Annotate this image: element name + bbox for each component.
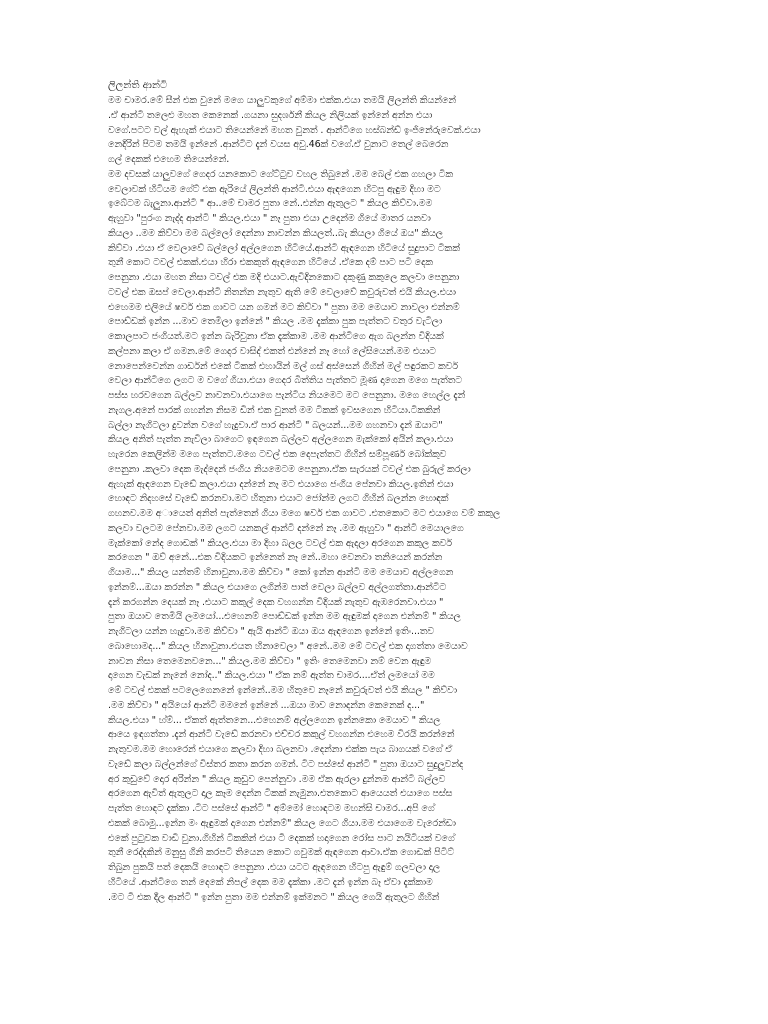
text-line: පුතා ඔයාව තෙමියි ලමයෝ...එහෙනම් පොඩ්ඩක් ඉන්න මම ඇඳුමක් දාගෙන එන්නම් " කියල <box>108 611 461 623</box>
text-line: එහෙමම එලියේ ෂවර් එක ගාවට යන ගමන් මට කිව්වා " පුතා මම මෙයාව නාවලා එන්නම් <box>108 301 460 313</box>
text-line: ඇහුවා "පුරංග නැද්ද ආන්ටි " කියල.එයා " නෑ පුතා එයා උදෙන්ම ගියේ මාතර යනවා <box>108 213 431 224</box>
text-line: නොපෙන්වෙන්න ගාර්ඩන් එකේ ටිකක් එහායින් මල් ගස් අස්සෙන් ගිහින් මල් පඳුරකට කවර් <box>108 360 459 372</box>
text-line: හොඳට නිදහසේ වැඩේ කරනවා.මට හිතුනා එයාට ජෝන්ම ලගට ගිහින් බලන්න හොඳක් <box>108 493 449 505</box>
text-line: මම චාමර.මේ සීන් එක වුනේ මගෙ යාලුවකුගේ අම්මා එක්ක.එයා තමයි ලිලන්ති කියන්නේ <box>108 95 457 106</box>
text-line: හැරෙන කෙලින්ම මගෙ පැත්තට.මගෙ ටවල් එක දෙපැත්තට ගිහින් සම්පූර්ණ බෝක්කුව <box>108 449 447 460</box>
text-line: මැක්කෝ නේද ගොඩක් " කියල.එයා මා දිහා බලල ටවල් එක ඇදලා අරගෙන කකුල කවර් <box>108 537 452 549</box>
document-body <box>108 78 664 905</box>
text-line: පස්ස හරවගෙන බල්ලව නාවනවා.එයාගෙ පැන්ටිය නියමෙට මට පෙනුනා. මගෙ හෙල්ල දැන් <box>108 390 466 401</box>
text-line: .මට ටී එක දීල ආන්ටි " ඉන්න පුතා මම එන්නම් ඉක්මනට " කියල ගෙයි ඇතුලට ගිහින් <box>108 891 440 903</box>
text-line: පෙනුනා .එයා මහත නිසා ටවල් එක මදි එයාට.ඇවිදිනකොට දකුණු කකුලෙ කලවා පෙනුනා <box>108 272 460 283</box>
text-line: මේ ටවල් එකක් පටලෙගෙනනේ ඉන්නේ..මම හිතුවෙ නෑනේ කවුරුවත් එයි කියල " කිව්වා <box>108 685 457 696</box>
text-line: කොලපාට ජංගියත්.මට ඉන්න බැරිවුනා ඒක දැක්කාම .මම ආන්ටිගෙ ඇග බලන්න විදියක් <box>108 331 444 342</box>
text-line: ගල් දෙකක් එහෙම තියෙන්නේ. <box>108 154 230 165</box>
text-line: වගේ.පටට වල් ඇහැක් එයාට තියෙන්නේ මහත වුනත් . ආන්ටිගෙ හස්බන්ඩ් ඉංජිනේරුවෙක්.එයා <box>108 124 481 136</box>
text-line: වෙලාවක් හිටියම ගේට් එක ඇරියේ ලිලන්ති ආන්ටි.එයා ඇඳගෙන හිටපු ඇඳුම දිහා මට <box>108 183 441 195</box>
story-text <box>108 94 664 905</box>
text-line: අරගෙන ඇවිත් ඇතුලට දාල කෑම දෙන්න ටිකක් නැමුනා.එතකොට ආයෙයත් එයාගෙ පස්ස <box>108 788 453 800</box>
text-line: දැන් කරගන්න දෙයක් නෑ .එයාට කකුල් දෙක වහගන්න විදියක් නැතුව ඇඹරෙනවා.එයා " <box>108 596 444 608</box>
text-line: ගියාම..." කියල යන්තම් හිනාවුනා.මම කිව්වා " කෝ ඉන්න ආන්ටි මම මෙයාව අල්ලගෙන <box>108 567 454 578</box>
text-line: .ඒ ආන්ටි තලෙළු මහත කෙනෙක් .ගයනා සුදර්ශනී කියල නිලියක් ඉන්නේ අන්න එයා <box>108 109 433 121</box>
text-line: කලවා වලටම පේනවා.මම ලගට යනකල් ආන්ටි දන්නේ නෑ .මම ඇහුවා " ආන්ටි මෙයාලගෙ <box>108 522 464 534</box>
text-line: ඉබේටම බැලුනා.ආන්ටි " ආ..මේ චාමර පුතා නේ..එන්න ඇතුලට " කියල කිව්වා.මම <box>108 198 433 210</box>
text-line: නැගල.අනේ පාරක් ගහන්න නිසම ඩින් එක වුනත් මම ටිකක් ඉවසගෙන හිටියා.ටිකකින් <box>108 404 441 416</box>
text-line: කියල.එයා " හ්ම්... ඒකත් ඇත්තනෙ...එහෙනම් අල්ලගෙන ඉන්නකො මෙයාව " කියල <box>108 714 441 726</box>
text-line: පැත්ත හොඳට දැක්කා .ටිට පස්සේ ආන්ටි " අම්මෝ හොඳටම මහන්සි චාමර...අපි ගේ <box>108 803 435 814</box>
text-line: එකක් බොමු...ඉන්න මං ඇඳුමක් දාගෙන එන්නම්" කියල ගෙට ගියා.මම එයාගෙම වැරෙන්ඩා <box>108 817 456 829</box>
text-line: බොහොමද..." කියල හිනාවුනා.එයත හිනාවෙලා " අනේ..මම මේ ටවල් එක දාගත්තා මෙයාව <box>108 640 468 652</box>
text-line: තිබුන පුකයි පත් දෙකයි හොඳට පෙනුනා .එයා යටට ඇඳගෙන හිටපු ඇඳුම් ගලවලා දාල <box>108 862 441 873</box>
text-line: කියල අනිත් පැත්ත නැවිලා බාගෙට ඉඳගෙන බල්ලව අල්ලගෙන මැක්කෝ අයින් කලා.එයා <box>108 434 454 446</box>
text-line: පොඩ්ඩක් ඉන්න ...මාව තෙමිලා ඉන්නේ " කියල .මම දැක්කා පුක පැත්තට වතුර වැටිලා <box>108 316 443 328</box>
text-line: බල්ලා නැගිටලා දුවන්න වගේ හැදුවා.ඒ පාර ආන්ටි " බලයන්...මම ගහනවා දැන් ඔයාට" <box>108 419 443 431</box>
text-line: වෙලා ආන්ටිගෙ ලගට ම වගේ ගියා.එයා ගෙදර බිත්තිය පැත්තට මූණ දාගෙන මගෙ පැත්තට <box>108 375 463 387</box>
text-line: ආයෙ ඉඳගත්තා .දැන් ආන්ටි වැඩේ කරනවා එච්චර කකුල් වහගන්න එහෙම විරයි කරන්නේ <box>108 729 455 741</box>
text-line: හිටියේ .ආන්ටිගෙ තන් දෙකේ නිපල් දෙක මම දැක්කා .මට දැන් ඉන්න බෑ ඒවා දැක්කාම <box>108 876 433 888</box>
text-line: නෙදිරින් පිටම තමයි ඉන්නේ .ආන්ටිට දැන් වයස අවු.46ක් වගේ.ඒ වුනාට තෙල් බෙරෙන <box>108 139 449 151</box>
text-line: පෙනුනා .කලවා දෙක මැද්දෙන් ජංගිය නියමෙටම පෙනුනා.ඒක සැරයක් ටවල් එක බුරුල් කරලා <box>108 463 471 475</box>
text-line: ටවල් එක ඔසප් වෙලා.ආන්ටි නිතන්න නැතුව ඇති මේ වෙලාවේ කවුරුවත් එයි කියල.එයා <box>108 286 456 298</box>
text-line: කල්පනා කලා ඒ ගමන.මේ ගෙදර වාසිද් එකත් එන්නේ නෑ හෝ ලේසියෙන්.මම එයාට <box>108 345 436 357</box>
text-line: මම දවසක් යාලුවගේ ගෙදර යනකොට ගේට්ටුව වහල තිබුනේ .මම බෙල් එක ගහලා ටික <box>108 168 454 180</box>
text-line: ඇහැක් ඇඳගෙන වැඩේ කලා.එයා දන්නේ නෑ මට එයාගෙ ජංගිය පේනවා කියල.ඉතින් එයා <box>108 478 454 490</box>
text-line: නැතුවම.මම හොරෙන් එයාගෙ කලවා දිහා බලනවා .දෙන්නා එක්ක පැය බාගයක් වගේ ඒ <box>108 744 453 755</box>
text-line: නාවන නිසා තෙමෙනවනෙ..." කියල.මම කිව්වා " ඉතිං තෙමෙනවා නම් වෙන ඇඳුම <box>108 655 432 667</box>
text-line: දාගෙන වැඩක් නැනේ නෝද.." කියල.එයා " ඒක නම් ඇත්ත චාමර....ඒත් ලමයෝ මම <box>108 670 435 682</box>
text-line: තුනී රෙද්දකින් මනුසු ගිනි කරපටි තියෙන කොට ගවුමක් ඇඳගෙන ආවා.ඒක ගොඩක් පිටිට් <box>108 847 454 859</box>
text-line: එකේ පුටුවක වාඩි වුනා.ගිහින් ටිකකින් එයා ටී දෙකක් හදාගෙන රෝස පාට නයිටියක් වගේ <box>108 832 455 844</box>
text-line: ගහනව.මම අායෙත් අනිත් පැත්තෙන් ගියා මගෙ ෂවර් එක ගාවට .එතකොට මට එයාගෙ වම් කකුල <box>108 508 501 519</box>
text-line: ඉන්නම්...ඔයා කරන්න " කියල එයාගෙ ලගින්ම පාත් වෙලා බල්ලව අල්ලගත්තා.ආන්ටිට <box>108 581 447 593</box>
text-line: කියලා ..මම කිව්වා මම බල්ලෝ දෙන්නා නාවන්න කියලත්..බැ කියලා ගියේ ඔය" කියල <box>108 227 443 239</box>
text-line: වැඩේ කලා බල්ලන්ගේ විස්තර කතා කරන ගමන්. ටිට පස්සේ ආන්ටි " පුතා ඔයාට සුදුලුවන්ද <box>108 758 464 770</box>
text-line: කිව්වා .එයා ඒ වෙලාවේ බල්ලෝ අල්ලගෙන හිටියේ.ආන්ටි ඇඳගෙන හිටියේ සුදුපාට ටීකක් <box>108 242 460 254</box>
story-title: ලිලන්ති ආන්ටි <box>108 80 168 91</box>
text-line: නැගිටලා යන්න හැදුවා.මම කිව්වා " ඇයි ආන්ටි ඔයා ඔය ඇඳගෙන ඉන්නේ ඉතිං...තව <box>108 626 435 637</box>
text-line: කරගෙන " ඔව් අනේ...එක විදියකට ඉන්නෙත් නෑ නේ..මහා වෙනවා තනියෙන් කරන්න <box>108 552 443 564</box>
text-line: අර කුඩුවේ දොර අරින්න " කියල කුඩුව පෙන්නුවා .මම ඒක ඇරලා දුන්නම ආන්ටි බල්ලව <box>108 773 446 785</box>
text-line: .මම කිව්වා " අයියෝ ආන්ටි මමනේ ඉන්නේ ...ඔයා මාව නොදන්න කෙනෙක් ද..." <box>108 699 425 711</box>
text-line: තුනී කොට ටවල් එකක්.එයා හිරා එකකුත් ඇඳගෙන හිටියේ .ඒකෙ දම් පාට පටි දෙක <box>108 257 433 269</box>
